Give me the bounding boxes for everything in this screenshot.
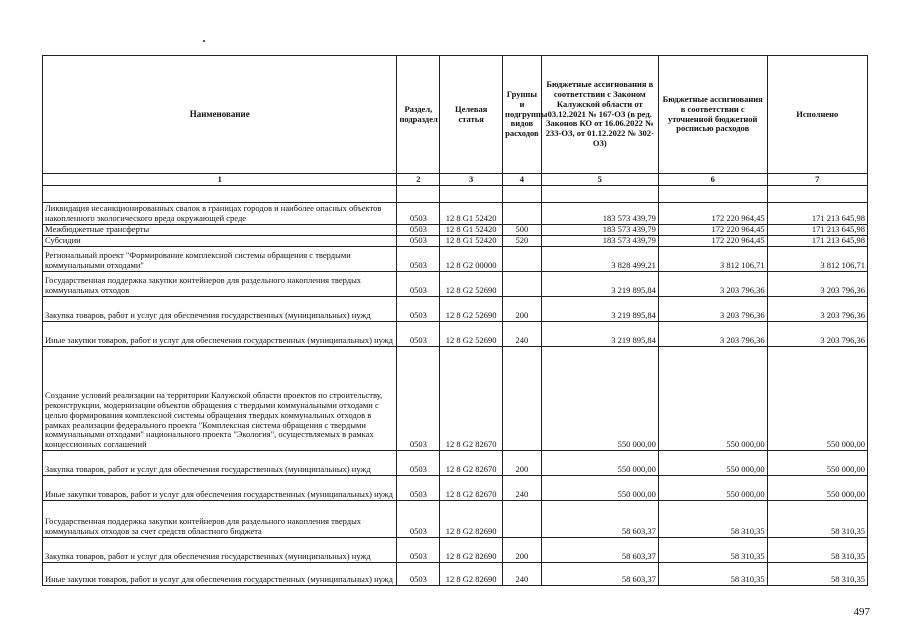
row-executed: 171 213 645,98 — [767, 236, 867, 247]
row-law: 58 603,37 — [541, 501, 658, 538]
row-refined: 550 000,00 — [658, 451, 767, 476]
column-number: 6 — [658, 174, 767, 186]
row-name: Ликвидация несанкционированных свалок в границах городов и наиболее опасных объектов накопленного экологического вреда окружающей среде — [43, 203, 397, 225]
header-budget-refined: Бюджетные ассигнования в соответствии с уточненной бюджетной росписью расходов — [658, 56, 767, 174]
table-row — [43, 451, 868, 476]
table-row — [43, 203, 868, 225]
row-name: Субсидии — [43, 236, 397, 247]
row-executed: 3 812 106,71 — [767, 247, 867, 272]
row-group: 200 — [503, 451, 542, 476]
page-number: 497 — [853, 606, 870, 618]
header-groups: Группы и подгруппы видов расходов — [503, 56, 542, 174]
row-group: 200 — [503, 538, 542, 563]
row-executed: 3 203 796,36 — [767, 322, 867, 347]
table-row — [43, 297, 868, 322]
row-name: Закупка товаров, работ и услуг для обеспечения государственных (муниципальных) нужд — [43, 451, 397, 476]
row-law: 58 603,37 — [541, 538, 658, 563]
row-refined: 172 220 964,45 — [658, 203, 767, 225]
row-executed: 550 000,00 — [767, 347, 867, 451]
scan-speck — [203, 40, 205, 42]
row-section: 0503 — [397, 297, 440, 322]
header-name: Наименование — [43, 56, 397, 174]
row-name: Создание условий реализации на территории Калужской области проектов по строительству, реконструкции, модернизации объектов обращения с твердыми коммунальными отходами с целью формирования комплексной системы обращения твердых коммунальных отходов в рамках реализации федерального проекта "Комплексная система обращения с твердыми коммунальными отходами" национального проекта "Экология", осуществляемых в рамках концессионных соглашений — [43, 347, 397, 451]
row-section: 0503 — [397, 501, 440, 538]
row-target: 12 8 G2 82690 — [440, 501, 503, 538]
row-target: 12 8 G2 52690 — [440, 322, 503, 347]
row-target: 12 8 G2 52690 — [440, 297, 503, 322]
row-refined: 550 000,00 — [658, 347, 767, 451]
row-name: Иные закупки товаров, работ и услуг для обеспечения государственных (муниципальных) нужд — [43, 322, 397, 347]
budget-execution-table — [42, 55, 868, 586]
row-refined: 3 812 106,71 — [658, 247, 767, 272]
row-group: 240 — [503, 563, 542, 586]
row-law: 550 000,00 — [541, 476, 658, 501]
row-name: Региональный проект "Формирование комплексной системы обращения с твердыми коммунальными отходами" — [43, 247, 397, 272]
row-section: 0503 — [397, 322, 440, 347]
header-budget-law: Бюджетные ассигнования в соответствии с Законом Калужской области от 03.12.2021 № 167-ОЗ (в ред. Законов КО от 16.06.2022 № 233-ОЗ, от 01.12.2022 № 302-ОЗ) — [541, 56, 658, 174]
row-target: 12 8 G2 00000 — [440, 247, 503, 272]
row-group — [503, 347, 542, 451]
row-name: Иные закупки товаров, работ и услуг для обеспечения государственных (муниципальных) нужд — [43, 563, 397, 586]
row-group — [503, 272, 542, 297]
row-target: 12 8 G2 82670 — [440, 451, 503, 476]
row-law: 550 000,00 — [541, 451, 658, 476]
column-number: 2 — [397, 174, 440, 186]
row-section: 0503 — [397, 538, 440, 563]
row-section: 0503 — [397, 451, 440, 476]
table-row — [43, 322, 868, 347]
row-group: 520 — [503, 236, 542, 247]
row-target: 12 8 G2 82670 — [440, 347, 503, 451]
row-law: 183 573 439,79 — [541, 236, 658, 247]
row-executed: 58 310,35 — [767, 501, 867, 538]
row-target: 12 8 G1 52420 — [440, 236, 503, 247]
row-refined: 58 310,35 — [658, 538, 767, 563]
column-number: 4 — [503, 174, 542, 186]
row-executed: 3 203 796,36 — [767, 297, 867, 322]
table-row — [43, 272, 868, 297]
row-group: 240 — [503, 322, 542, 347]
row-section: 0503 — [397, 563, 440, 586]
row-law: 3 219 895,84 — [541, 272, 658, 297]
row-executed: 171 213 645,98 — [767, 225, 867, 236]
row-executed: 171 213 645,98 — [767, 203, 867, 225]
column-number: 7 — [767, 174, 867, 186]
row-target: 12 8 G1 52420 — [440, 203, 503, 225]
row-name: Государственная поддержка закупки контейнеров для раздельного накопления твердых коммунальных отходов за счет средств областного бюджета — [43, 501, 397, 538]
row-target: 12 8 G1 52420 — [440, 225, 503, 236]
row-section: 0503 — [397, 272, 440, 297]
header-target: Целевая статья — [440, 56, 503, 174]
table-row — [43, 476, 868, 501]
row-refined: 58 310,35 — [658, 563, 767, 586]
table-row — [43, 501, 868, 538]
row-section: 0503 — [397, 203, 440, 225]
row-law: 550 000,00 — [541, 347, 658, 451]
table-row — [43, 538, 868, 563]
row-refined: 550 000,00 — [658, 476, 767, 501]
header-section: Раздел, подраздел — [397, 56, 440, 174]
row-refined: 3 203 796,36 — [658, 322, 767, 347]
table-row — [43, 247, 868, 272]
row-law: 183 573 439,79 — [541, 203, 658, 225]
row-target: 12 8 G2 82690 — [440, 563, 503, 586]
row-target: 12 8 G2 52690 — [440, 272, 503, 297]
column-number: 5 — [541, 174, 658, 186]
row-law: 3 828 499,21 — [541, 247, 658, 272]
row-law: 3 219 895,84 — [541, 322, 658, 347]
column-number: 1 — [43, 174, 397, 186]
row-refined: 3 203 796,36 — [658, 272, 767, 297]
row-section: 0503 — [397, 476, 440, 501]
row-name: Иные закупки товаров, работ и услуг для обеспечения государственных (муниципальных) нужд — [43, 476, 397, 501]
row-law: 3 219 895,84 — [541, 297, 658, 322]
row-executed: 3 203 796,36 — [767, 272, 867, 297]
row-refined: 3 203 796,36 — [658, 297, 767, 322]
row-section: 0503 — [397, 225, 440, 236]
row-executed: 58 310,35 — [767, 538, 867, 563]
row-law: 183 573 439,79 — [541, 225, 658, 236]
header-executed: Исполнено — [767, 56, 867, 174]
row-group — [503, 203, 542, 225]
row-target: 12 8 G2 82690 — [440, 538, 503, 563]
row-executed: 550 000,00 — [767, 451, 867, 476]
row-name: Государственная поддержка закупки контейнеров для раздельного накопления твердых коммунальных отходов — [43, 272, 397, 297]
column-number-row — [43, 174, 868, 186]
row-group: 240 — [503, 476, 542, 501]
row-group — [503, 247, 542, 272]
row-section: 0503 — [397, 247, 440, 272]
table-row — [43, 236, 868, 247]
table-row — [43, 563, 868, 586]
row-section: 0503 — [397, 347, 440, 451]
row-executed: 550 000,00 — [767, 476, 867, 501]
header-row — [43, 56, 868, 174]
row-name: Закупка товаров, работ и услуг для обеспечения государственных (муниципальных) нужд — [43, 538, 397, 563]
row-group — [503, 501, 542, 538]
row-name: Закупка товаров, работ и услуг для обеспечения государственных (муниципальных) нужд — [43, 297, 397, 322]
table-row — [43, 347, 868, 451]
row-refined: 58 310,35 — [658, 501, 767, 538]
column-number: 3 — [440, 174, 503, 186]
row-law: 58 603,37 — [541, 563, 658, 586]
row-refined: 172 220 964,45 — [658, 236, 767, 247]
spacer-row — [43, 186, 868, 203]
row-group: 500 — [503, 225, 542, 236]
row-name: Межбюджетные трансферты — [43, 225, 397, 236]
table-row — [43, 225, 868, 236]
row-executed: 58 310,35 — [767, 563, 867, 586]
row-section: 0503 — [397, 236, 440, 247]
row-group: 200 — [503, 297, 542, 322]
row-target: 12 8 G2 82670 — [440, 476, 503, 501]
row-refined: 172 220 964,45 — [658, 225, 767, 236]
